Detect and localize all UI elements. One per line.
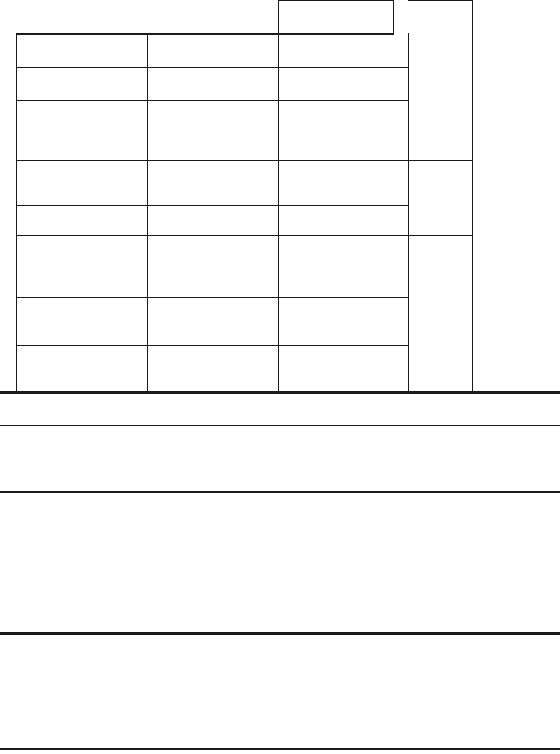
lanthanide-bottom-line — [0, 491, 560, 493]
row-rule — [16, 100, 408, 101]
row-rule — [16, 345, 408, 346]
anion-divider-2 — [278, 33, 279, 391]
top-box-right — [393, 0, 394, 34]
anion-left-line — [16, 33, 17, 391]
row-rule — [16, 297, 408, 298]
table-top-line — [16, 33, 394, 35]
right-row-rule — [408, 235, 472, 236]
anion-divider-1 — [147, 33, 148, 391]
table-bottom-line — [0, 748, 560, 750]
row-rule — [16, 235, 408, 236]
top-box-top — [278, 0, 393, 1]
right-row-rule — [408, 160, 472, 161]
row-rule — [16, 67, 408, 68]
lanthanide-header-line — [0, 425, 560, 426]
actinide-bottom-line — [0, 632, 560, 635]
top-right-line — [408, 0, 472, 1]
row-rule — [16, 160, 408, 161]
anion-divider-4 — [472, 0, 473, 391]
anion-divider-3 — [408, 33, 409, 391]
lanthanide-top-line — [0, 391, 560, 394]
top-box-left — [278, 0, 279, 34]
row-rule — [16, 205, 408, 206]
